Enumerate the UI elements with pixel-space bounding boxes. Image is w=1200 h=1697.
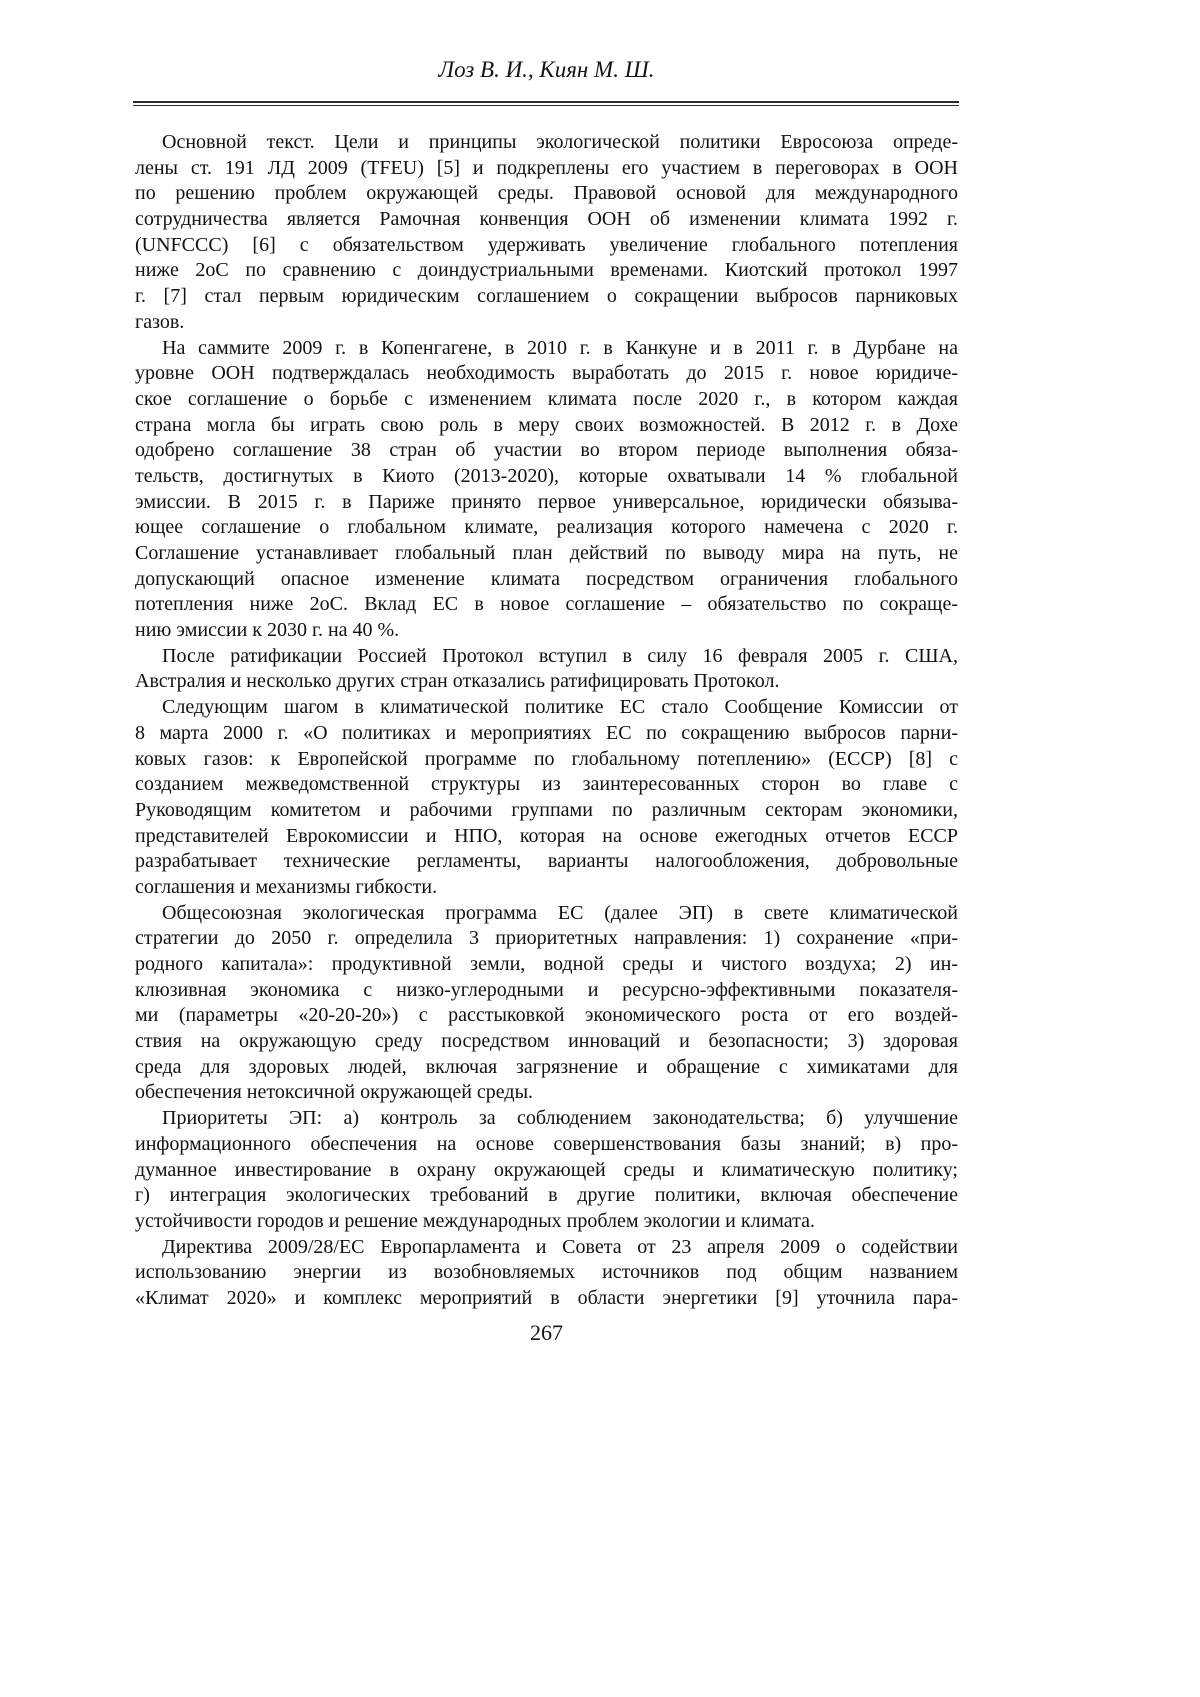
text-line: ниже 2оС по сравнению с доиндустриальными временами. Киотский протокол 1997: [135, 259, 958, 282]
text-line: Приоритеты ЭП: а) контроль за соблюдением законодательства; б) улучшение: [162, 1107, 958, 1130]
text-line: Следующим шагом в климатической политике ЕС стало Сообщение Комиссии от: [162, 696, 958, 719]
page-number: 267: [530, 1320, 563, 1345]
text-line: стратегии до 2050 г. определила 3 приоритетных направления: 1) сохранение «при-: [135, 927, 958, 950]
text-line: газов.: [135, 310, 185, 333]
paragraph: [135, 695, 958, 901]
text-line: тельств, достигнутых в Киото (2013-2020), которые охватывали 14 % глобальной: [135, 464, 958, 487]
header-rule: [133, 101, 959, 106]
text-line: устойчивости городов и решение международных проблем экологии и климата.: [135, 1209, 816, 1232]
text-line: ствия на окружающую среду посредством инноваций и безопасности; 3) здоровая: [135, 1030, 958, 1053]
text-line: г. [7] стал первым юридическим соглашением о сокращении выбросов парниковых: [135, 285, 958, 308]
text-line: использованию энергии из возобновляемых источников под общим названием: [135, 1261, 958, 1284]
text-line: уровне ООН подтверждалась необходимость выработать до 2015 г. новое юридиче-: [135, 362, 958, 385]
text-line: Австралия и несколько других стран отказались ратифицировать Протокол.: [135, 670, 780, 693]
text-line: г) интеграция экологических требований в другие политики, включая обеспечение: [135, 1184, 958, 1207]
text-line: нию эмиссии к 2030 г. на 40 %.: [135, 619, 400, 642]
text-line: (UNFCCC) [6] с обязательством удерживать увеличение глобального потепления: [135, 233, 958, 256]
text-line: ми (параметры «20-20-20») с расстыковкой экономического роста от его воздей-: [135, 1004, 958, 1027]
text-line: информационного обеспечения на основе совершенствования базы знаний; в) про-: [135, 1132, 958, 1155]
text-line: Общесоюзная экологическая программа ЕС (далее ЭП) в свете климатической: [162, 901, 958, 924]
text-line: Соглашение устанавливает глобальный план действий по выводу мира на путь, не: [135, 542, 958, 564]
text-line: допускающий опасное изменение климата посредством ограничения глобального: [135, 567, 958, 590]
text-line: думанное инвестирование в охрану окружающей среды и климатическую политику;: [135, 1158, 958, 1181]
text-line: ское соглашение о борьбе с изменением климата после 2020 г., в котором каждая: [135, 387, 958, 410]
text-line: ковых газов: к Европейской программе по глобальному потеплению» (ECCP) [8] с: [135, 747, 958, 770]
text-line: обеспечения нетоксичной окружающей среды.: [135, 1081, 534, 1104]
text-line: Руководящим комитетом и рабочими группами по различным секторам экономики,: [135, 798, 958, 821]
paragraph: [135, 644, 958, 695]
text-line: клюзивная экономика с низко-углеродными и ресурсно-эффективными показателя-: [135, 978, 958, 1001]
text-line: представителей Еврокомиссии и НПО, которая на основе ежегодных отчетов ECCP: [135, 824, 958, 847]
text-line: соглашения и механизмы гибкости.: [135, 875, 438, 898]
text-line: ющее соглашение о глобальном климате, реализация которого намечена с 2020 г.: [135, 516, 958, 539]
running-head-authors: Лоз В. И., Киян М. Ш.: [438, 57, 655, 82]
text-line: Основной текст. Цели и принципы экологической политики Евросоюза опреде-: [162, 131, 958, 153]
text-line: сотрудничества является Рамочная конвенция ООН об изменении климата 1992 г.: [135, 208, 958, 231]
text-line: по решению проблем окружающей среды. Правовой основой для международного: [135, 182, 958, 205]
text-line: 8 марта 2000 г. «О политиках и мероприятиях ЕС по сокращению выбросов парни-: [135, 721, 958, 744]
paragraph: [135, 336, 958, 644]
text-line: потепления ниже 2оС. Вклад ЕС в новое соглашение – обязательство по сокраще-: [135, 593, 958, 616]
article-body: [135, 130, 958, 1312]
text-line: «Климат 2020» и комплекс мероприятий в области энергетики [9] уточнила пара-: [135, 1286, 958, 1309]
paragraph: [135, 1106, 958, 1234]
text-line: эмиссии. В 2015 г. в Париже принято первое универсальное, юридически обязыва-: [135, 490, 958, 513]
text-line: Директива 2009/28/ЕС Европарламента и Совета от 23 апреля 2009 о содействии: [162, 1235, 958, 1258]
text-line: разрабатывает технические регламенты, варианты налогообложения, добровольные: [135, 850, 958, 873]
paragraph: [135, 901, 958, 1107]
text-line: одобрено соглашение 38 стран об участии во втором периоде выполнения обяза-: [135, 439, 958, 462]
paragraph: [135, 130, 958, 336]
text-line: среда для здоровых людей, включая загрязнение и обращение с химикатами для: [135, 1055, 958, 1078]
text-line: После ратификации Россией Протокол вступил в силу 16 февраля 2005 г. США,: [162, 644, 958, 667]
paragraph: [135, 1235, 958, 1312]
text-line: страна могла бы играть свою роль в меру своих возможностей. В 2012 г. в Дохе: [135, 413, 958, 436]
text-line: родного капитала»: продуктивной земли, водной среды и чистого воздуха; 2) ин-: [135, 953, 958, 975]
text-line: На саммите 2009 г. в Копенгагене, в 2010 г. в Канкуне и в 2011 г. в Дурбане на: [162, 336, 958, 359]
text-line: лены ст. 191 ЛД 2009 (TFEU) [5] и подкреплены его участием в переговорах в ООН: [135, 156, 958, 179]
text-line: созданием межведомственной структуры из заинтересованных сторон во главе с: [135, 773, 958, 796]
